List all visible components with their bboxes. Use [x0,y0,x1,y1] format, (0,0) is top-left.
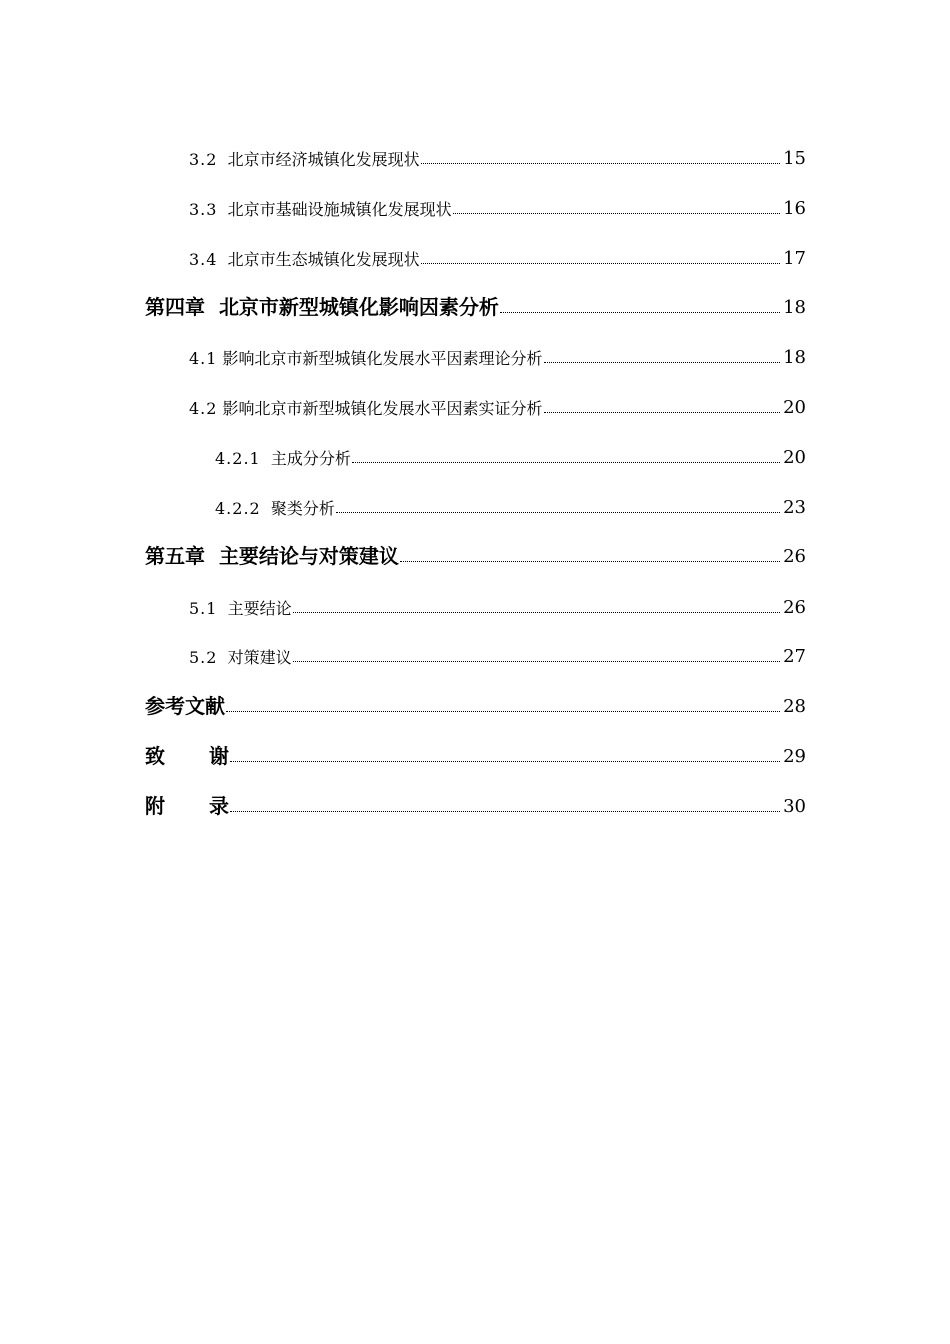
dot-leader [421,162,780,164]
toc-entry-title: 参考文献 [145,694,225,718]
dot-leader [400,560,780,562]
toc-entry-3-3[interactable] [189,188,806,218]
dot-leader [336,511,780,513]
toc-page-number: 15 [783,148,806,169]
toc-page-number: 26 [783,546,806,567]
dot-leader [352,461,780,463]
toc-entry-title: 第四章 北京市新型城镇化影响因素分析 [145,295,499,319]
dot-leader [544,411,780,413]
toc-entry-title: 3.2 北京市经济城镇化发展现状 [189,150,420,169]
toc-page-number: 17 [783,248,806,269]
toc-entry-title: 4.2 影响北京市新型城镇化发展水平因素实证分析 [189,399,543,418]
toc-entry-title: 4.2.2 聚类分析 [215,499,335,518]
toc-entry-4-2-2[interactable] [215,487,806,517]
toc-entry-title: 附录 [145,794,273,818]
toc-entry-3-4[interactable] [189,238,806,268]
toc-entry-5-2[interactable] [189,636,806,666]
toc-entry-references[interactable] [145,686,806,716]
toc-entry-appendix[interactable] [145,786,806,816]
toc-page-number: 18 [783,297,806,318]
toc-page-number: 26 [783,597,806,618]
toc-entry-5-1[interactable] [189,587,806,617]
toc-entry-title: 4.1 影响北京市新型城镇化发展水平因素理论分析 [189,349,543,368]
dot-leader [453,212,780,214]
toc-page-number: 29 [783,746,806,767]
dot-leader [500,311,780,313]
dot-leader [293,611,780,613]
dot-leader [421,262,780,264]
dot-leader [544,361,780,363]
toc-page-number: 27 [783,646,806,667]
dot-leader [230,810,780,812]
toc-entry-title: 第五章 主要结论与对策建议 [145,544,399,568]
toc-entry-chapter-4[interactable] [145,287,806,317]
dot-leader [293,660,780,662]
dot-leader [226,710,780,712]
toc-page-number: 16 [783,198,806,219]
toc-page-number: 20 [783,397,806,418]
toc-entry-4-1[interactable] [189,337,806,367]
toc-page-number: 28 [783,696,806,717]
toc-entry-title: 致谢 [145,744,273,768]
toc-entry-title: 5.2 对策建议 [189,648,292,667]
toc-entry-acknowledgements[interactable] [145,736,806,766]
toc-entry-title: 3.4 北京市生态城镇化发展现状 [189,250,420,269]
toc-entry-chapter-5[interactable] [145,536,806,566]
toc-entry-title: 3.3 北京市基础设施城镇化发展现状 [189,200,452,219]
toc-entry-title: 5.1 主要结论 [189,599,292,618]
dot-leader [230,760,780,762]
toc-page-number: 30 [783,796,806,817]
toc-page-number: 23 [783,497,806,518]
toc-entry-title: 4.2.1 主成分分析 [215,449,351,468]
toc-page-number: 20 [783,447,806,468]
toc-page-number: 18 [783,347,806,368]
toc-entry-3-2[interactable] [189,138,806,168]
toc-entry-4-2[interactable] [189,387,806,417]
toc-entry-4-2-1[interactable] [215,437,806,467]
